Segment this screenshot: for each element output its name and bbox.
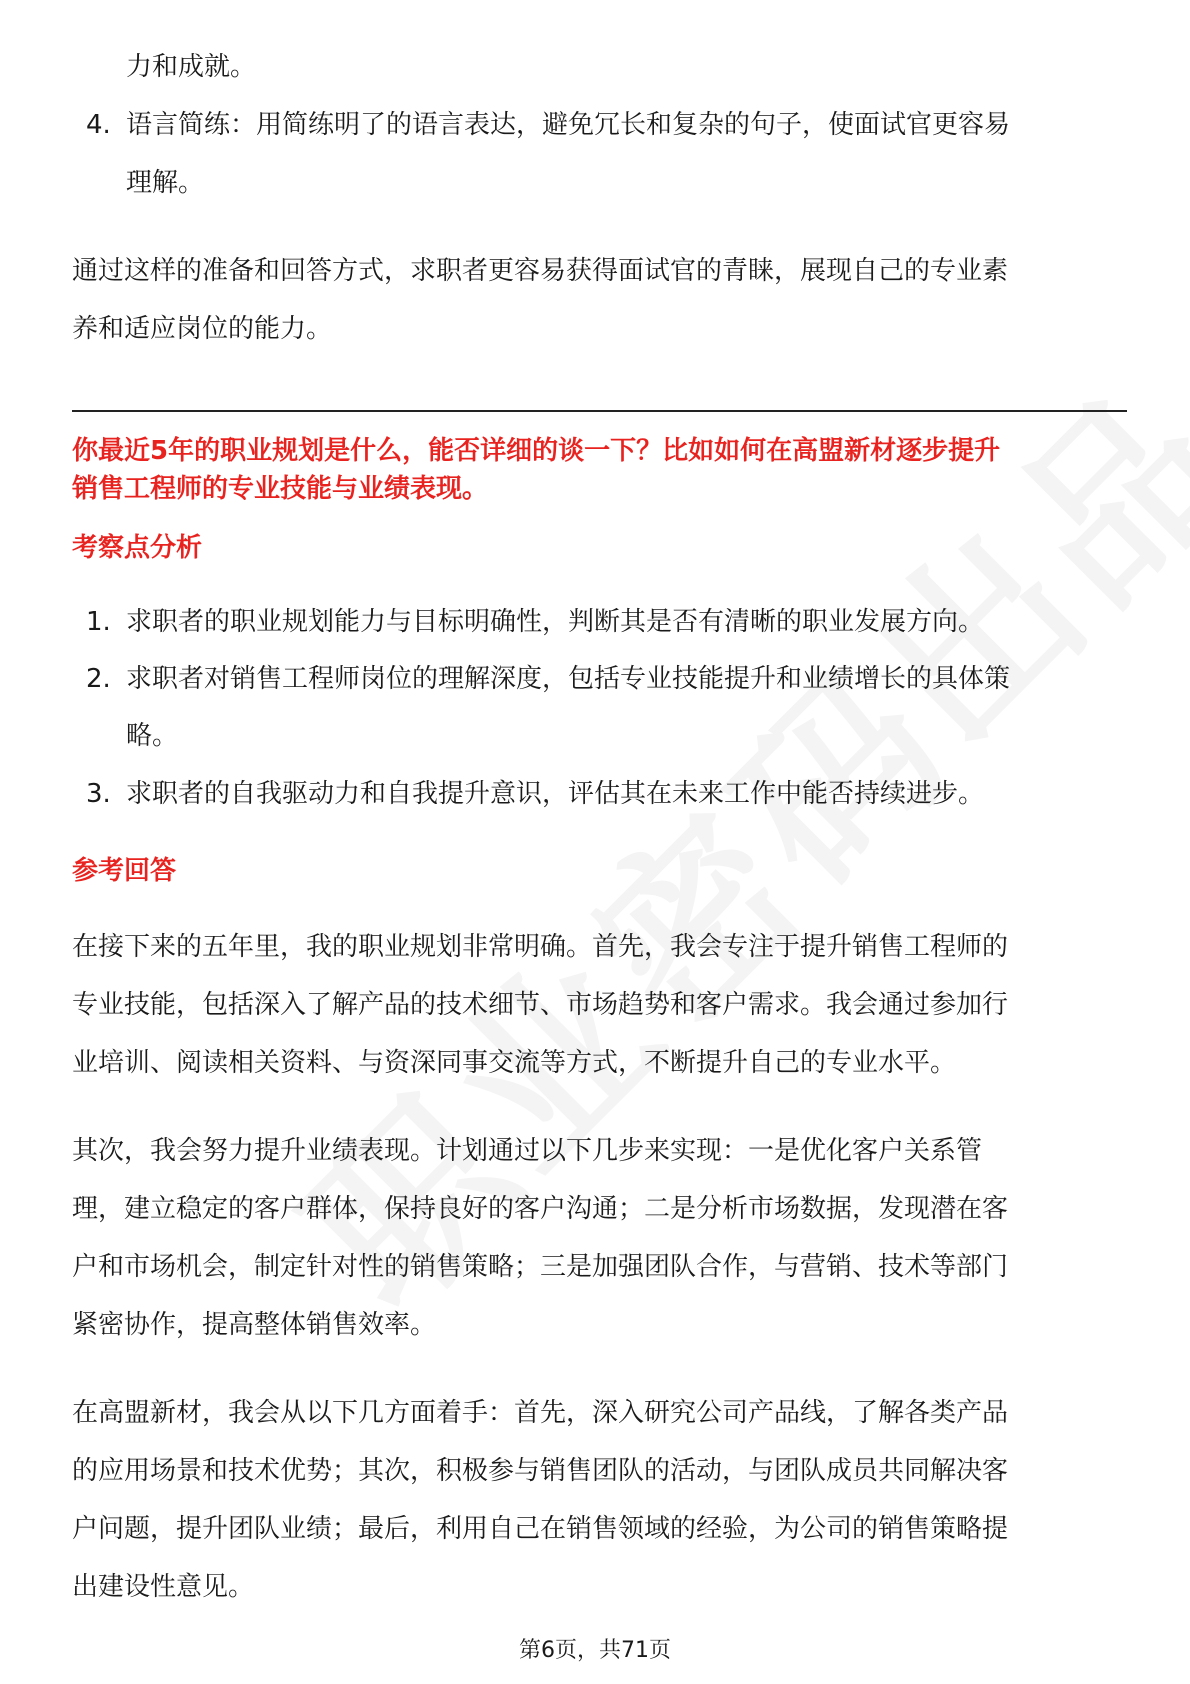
answer-para-1-line-3: 业培训、阅读相关资料、与资深同事交流等方式，不断提升自己的专业水平。 — [72, 1048, 957, 1078]
analysis-heading: 考察点分析 — [72, 533, 203, 563]
answer-para-2-line-2: 理，建立稳定的客户群体，保持良好的客户沟通；二是分析市场数据，发现潜在客 — [72, 1194, 1009, 1224]
answer-heading: 参考回答 — [72, 856, 177, 886]
analysis-item-2-line-2: 略。 — [126, 721, 179, 751]
section-divider — [72, 410, 1127, 412]
page-number: 第6页，共71页 — [519, 1638, 671, 1663]
analysis-item-3-line-1: 求职者的自我驱动力和自我提升意识，评估其在未来工作中能否持续进步。 — [126, 779, 985, 809]
answer-para-3-line-2: 的应用场景和技术优势；其次，积极参与销售团队的活动，与团队成员共同解决客 — [72, 1456, 1009, 1486]
answer-para-2-line-4: 紧密协作，提高整体销售效率。 — [72, 1310, 437, 1340]
answer-para-3-line-1: 在高盟新材，我会从以下几方面着手：首先，深入研究公司产品线，了解各类产品 — [72, 1398, 1009, 1428]
list-item-3-tail: 力和成就。 — [126, 52, 257, 82]
answer-para-3-line-4: 出建设性意见。 — [72, 1572, 255, 1602]
answer-para-3-line-3: 户问题，提升团队业绩；最后，利用自己在销售领域的经验，为公司的销售策略提 — [72, 1514, 1009, 1544]
analysis-number-1: 1. — [86, 607, 111, 637]
analysis-item-2-line-1: 求职者对销售工程师岗位的理解深度，包括专业技能提升和业绩增长的具体策 — [126, 664, 1011, 694]
summary-line-1: 通过这样的准备和回答方式，求职者更容易获得面试官的青睐，展现自己的专业素 — [72, 256, 1009, 286]
answer-para-2-line-3: 户和市场机会，制定针对性的销售策略；三是加强团队合作，与营销、技术等部门 — [72, 1252, 1009, 1282]
analysis-number-2: 2. — [86, 664, 111, 694]
answer-para-1-line-1: 在接下来的五年里，我的职业规划非常明确。首先，我会专注于提升销售工程师的 — [72, 932, 1009, 962]
question-line-2: 销售工程师的专业技能与业绩表现。 — [72, 474, 489, 504]
analysis-item-1-line-1: 求职者的职业规划能力与目标明确性，判断其是否有清晰的职业发展方向。 — [126, 607, 985, 637]
summary-line-2: 养和适应岗位的能力。 — [72, 314, 333, 344]
analysis-number-3: 3. — [86, 779, 111, 809]
list-item-4-line-2: 理解。 — [126, 168, 205, 198]
answer-para-2-line-1: 其次，我会努力提升业绩表现。计划通过以下几步来实现：一是优化客户关系管 — [72, 1136, 983, 1166]
list-number-4: 4. — [86, 110, 111, 140]
list-item-4-line-1: 语言简练：用简练明了的语言表达，避免冗长和复杂的句子，使面试官更容易 — [126, 110, 1011, 140]
answer-para-1-line-2: 专业技能，包括深入了解产品的技术细节、市场趋势和客户需求。我会通过参加行 — [72, 990, 1009, 1020]
question-line-1: 你最近5年的职业规划是什么，能否详细的谈一下？比如如何在高盟新材逐步提升 — [72, 436, 1001, 466]
